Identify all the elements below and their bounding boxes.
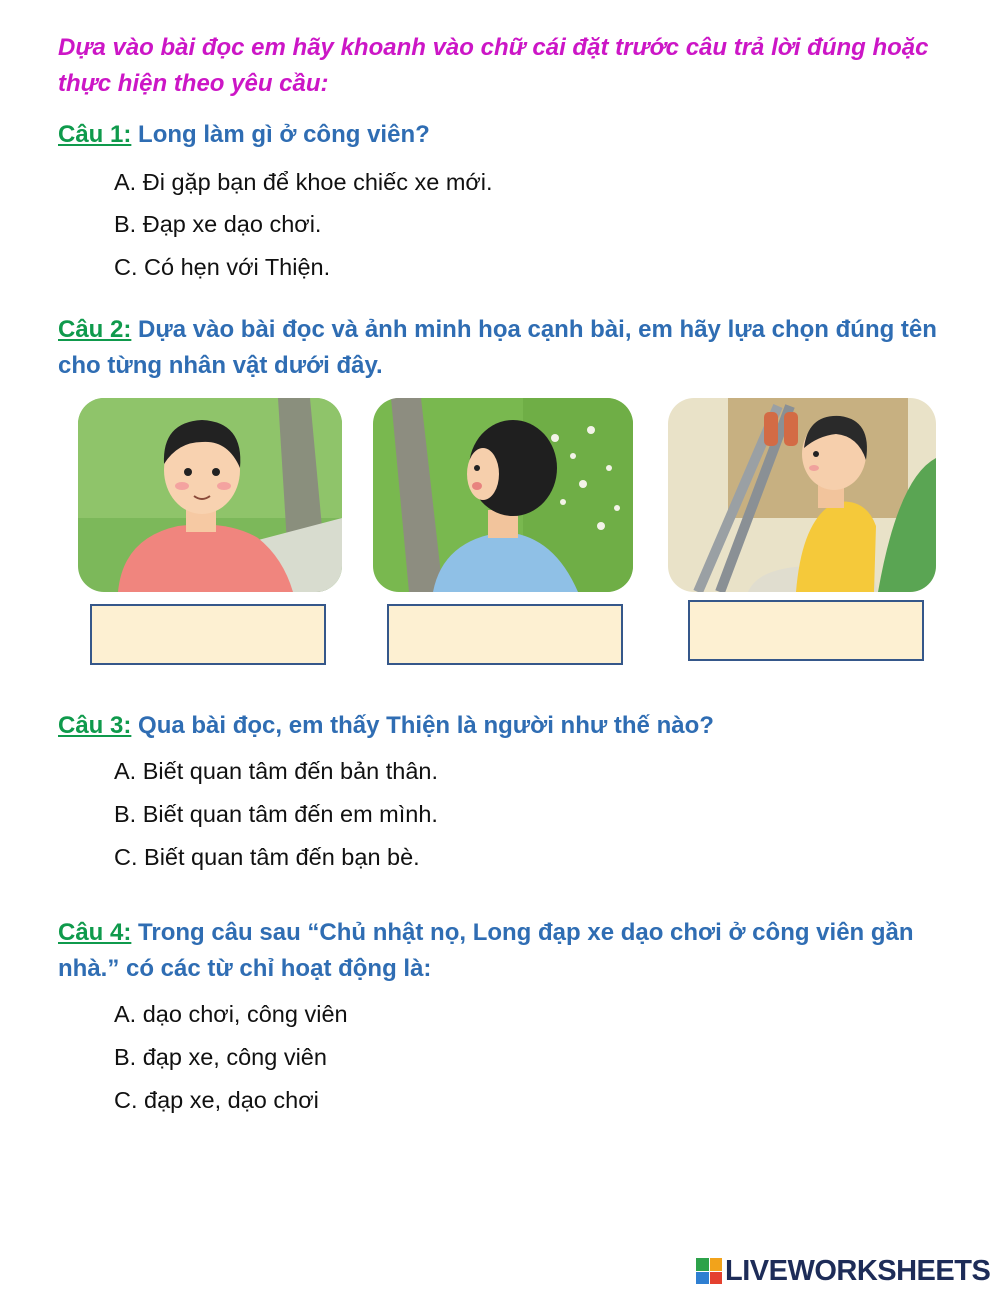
character-name-box-1[interactable] (90, 604, 326, 665)
question-3-option-c[interactable]: C. Biết quan tâm đến bạn bè. (114, 844, 420, 870)
character-image-2 (373, 398, 633, 592)
question-1-option-b[interactable]: B. Đạp xe dạo chơi. (114, 211, 322, 237)
question-3-text: Qua bài đọc, em thấy Thiện là người như thế nào? (131, 712, 714, 739)
question-3-option-b[interactable]: B. Biết quan tâm đến em mình. (114, 801, 438, 827)
question-2-label: Câu 2: (58, 316, 132, 343)
question-4-label: Câu 4: (58, 919, 132, 946)
question-1-option-c[interactable]: C. Có hẹn với Thiện. (114, 254, 331, 280)
liveworksheets-logo-text: LIVEWORKSHEETS (725, 1254, 991, 1287)
question-1-option-a[interactable]: A. Đi gặp bạn để khoe chiếc xe mới. (114, 169, 493, 195)
question-3-label: Câu 3: (58, 712, 132, 739)
liveworksheets-logo-icon (696, 1258, 722, 1284)
question-3 (58, 708, 938, 744)
liveworksheets-logo (696, 1254, 990, 1288)
question-2-text: Dựa vào bài đọc và ảnh minh họa cạnh bài, em hãy lựa chọn đúng tên cho từng nhân vật dưới đây. (58, 316, 937, 379)
question-4 (58, 915, 938, 987)
character-name-box-2[interactable] (387, 604, 623, 665)
question-4-option-b[interactable]: B. đạp xe, công viên (114, 1044, 327, 1070)
question-4-option-c[interactable]: C. đạp xe, dạo chơi (114, 1087, 319, 1113)
character-image-3 (668, 398, 936, 592)
question-3-option-a[interactable]: A. Biết quan tâm đến bản thân. (114, 758, 439, 784)
question-2 (58, 312, 938, 384)
question-1-label: Câu 1: (58, 121, 132, 148)
question-1-text: Long làm gì ở công viên? (131, 121, 430, 148)
character-name-box-3[interactable] (688, 600, 924, 661)
question-4-option-a[interactable]: A. dạo chơi, công viên (114, 1001, 348, 1027)
instruction-text: Dựa vào bài đọc em hãy khoanh vào chữ cái đặt trước câu trả lời đúng hoặc thực hiện theo yêu cầu: (58, 34, 929, 97)
character-image-1 (78, 398, 342, 592)
question-1 (58, 117, 938, 153)
question-4-text: Trong câu sau “Chủ nhật nọ, Long đạp xe dạo chơi ở công viên gần nhà.” có các từ chỉ hoạt động là: (58, 919, 914, 982)
